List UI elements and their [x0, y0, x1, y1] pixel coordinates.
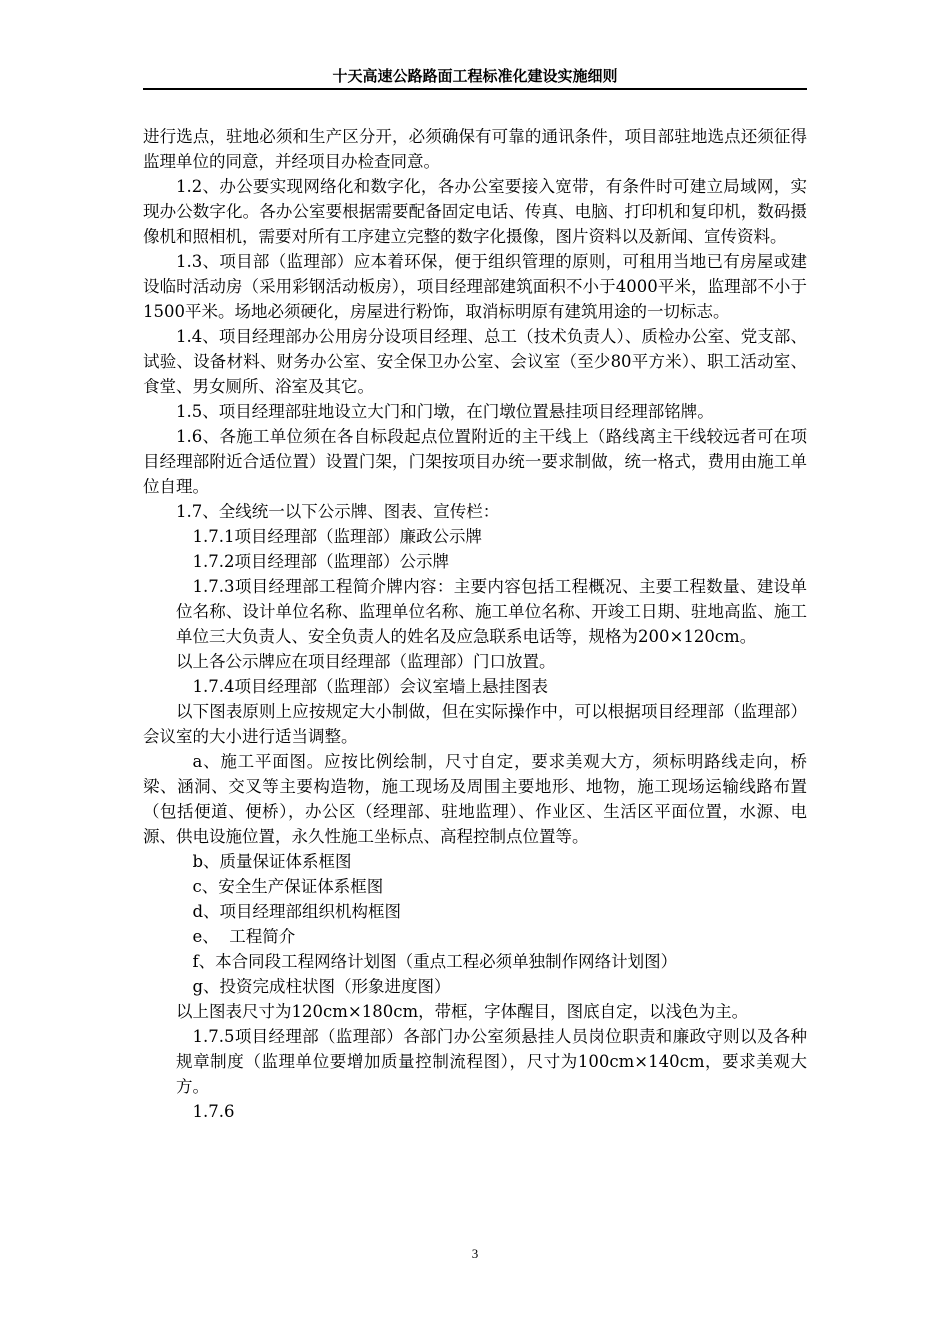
document-body [143, 124, 807, 1124]
paragraph-1-7: 1.7、全线统一以下公示牌、图表、宣传栏： [176, 502, 500, 521]
list-item-b: b、质量保证体系框图 [192, 852, 352, 871]
list-item-d: d、项目经理部组织机构框图 [192, 902, 402, 921]
paragraph-site-selection: 进行选点，驻地必须和生产区分开，必须确保有可靠的通讯条件，项目部驻地选点还须征得监理单位的同意，并经项目办检查同意。 [143, 127, 807, 171]
paragraph-1-3: 1.3、项目部（监理部）应本着环保，便于组织管理的原则，可租用当地已有房屋或建设临时活动房（采用彩钢活动板房），项目经理部建筑面积不小于4000平米，监理部不小于1500平米。场地必须硬化，房屋进行粉饰，取消标明原有建筑用途的一切标志。 [143, 252, 807, 321]
paragraph-1-7-5: 1.7.5项目经理部（监理部）各部门办公室须悬挂人员岗位职责和廉政守则以及各种规章制度（监理单位要增加质量控制流程图），尺寸为100cm×140cm，要求美观大方。 [176, 1027, 807, 1096]
paragraph-1-7-1: 1.7.1项目经理部（监理部）廉政公示牌 [192, 527, 482, 546]
list-item-a: a、施工平面图。应按比例绘制，尺寸自定，要求美观大方，须标明路线走向，桥梁、涵洞、交叉等主要构造物，施工现场及周围主要地形、地物，施工现场运输线路布置（包括便道、便桥），办公区（经理部、驻地监理）、作业区、生活区平面位置，水源、电源、供电设施位置，永久性施工坐标点、高程控制点位置等。 [143, 752, 807, 846]
paragraph-1-7-3: 1.7.3项目经理部工程简介牌内容：主要内容包括工程概况、主要工程数量、建设单位名称、设计单位名称、监理单位名称、施工单位名称、开竣工日期、驻地高监、施工单位三大负责人、安全负责人的姓名及应急联系电话等，规格为200×120cm。 [176, 577, 807, 646]
paragraph-signboard-placement: 以上各公示牌应在项目经理部（监理部）门口放置。 [176, 652, 556, 671]
paragraph-1-4: 1.4、项目经理部办公用房分设项目经理、总工（技术负责人）、质检办公室、党支部、试验、设备材料、财务办公室、安全保卫办公室、会议室（至少80平方米）、职工活动室、食堂、男女厕所、浴室及其它。 [143, 327, 807, 396]
paragraph-1-7-4: 1.7.4项目经理部（监理部）会议室墙上悬挂图表 [192, 677, 548, 696]
paragraph-chart-size-principle: 以下图表原则上应按规定大小制做，但在实际操作中，可以根据项目经理部（监理部）会议室的大小进行适当调整。 [143, 702, 807, 746]
list-item-g: g、投资完成柱状图（形象进度图） [192, 977, 451, 996]
page-number: 3 [471, 1246, 479, 1261]
page-header-title: 十天高速公路路面工程标准化建设实施细则 [332, 67, 618, 85]
paragraph-1-7-2: 1.7.2项目经理部（监理部）公示牌 [192, 552, 449, 571]
list-item-f: f、本合同段工程网络计划图（重点工程必须单独制作网络计划图） [192, 952, 678, 971]
paragraph-1-7-6: 1.7.6 [192, 1102, 235, 1121]
paragraph-chart-size: 以上图表尺寸为120cm×180cm，带框，字体醒目，图底自定，以浅色为主。 [176, 1002, 749, 1021]
list-item-e: e、 工程简介 [192, 927, 296, 946]
paragraph-1-6: 1.6、各施工单位须在各自标段起点位置附近的主干线上（路线离主干线较远者可在项目经理部附近合适位置）设置门架，门架按项目办统一要求制做，统一格式，费用由施工单位自理。 [143, 427, 807, 496]
paragraph-1-5: 1.5、项目经理部驻地设立大门和门墩，在门墩位置悬挂项目经理部铭牌。 [176, 402, 714, 421]
list-item-c: c、安全生产保证体系框图 [192, 877, 384, 896]
header-divider [143, 88, 807, 90]
paragraph-1-2: 1.2、办公要实现网络化和数字化，各办公室要接入宽带，有条件时可建立局域网，实现办公数字化。各办公室要根据需要配备固定电话、传真、电脑、打印机和复印机，数码摄像机和照相机，需要对所有工序建立完整的数字化摄像，图片资料以及新闻、宣传资料。 [143, 177, 807, 246]
